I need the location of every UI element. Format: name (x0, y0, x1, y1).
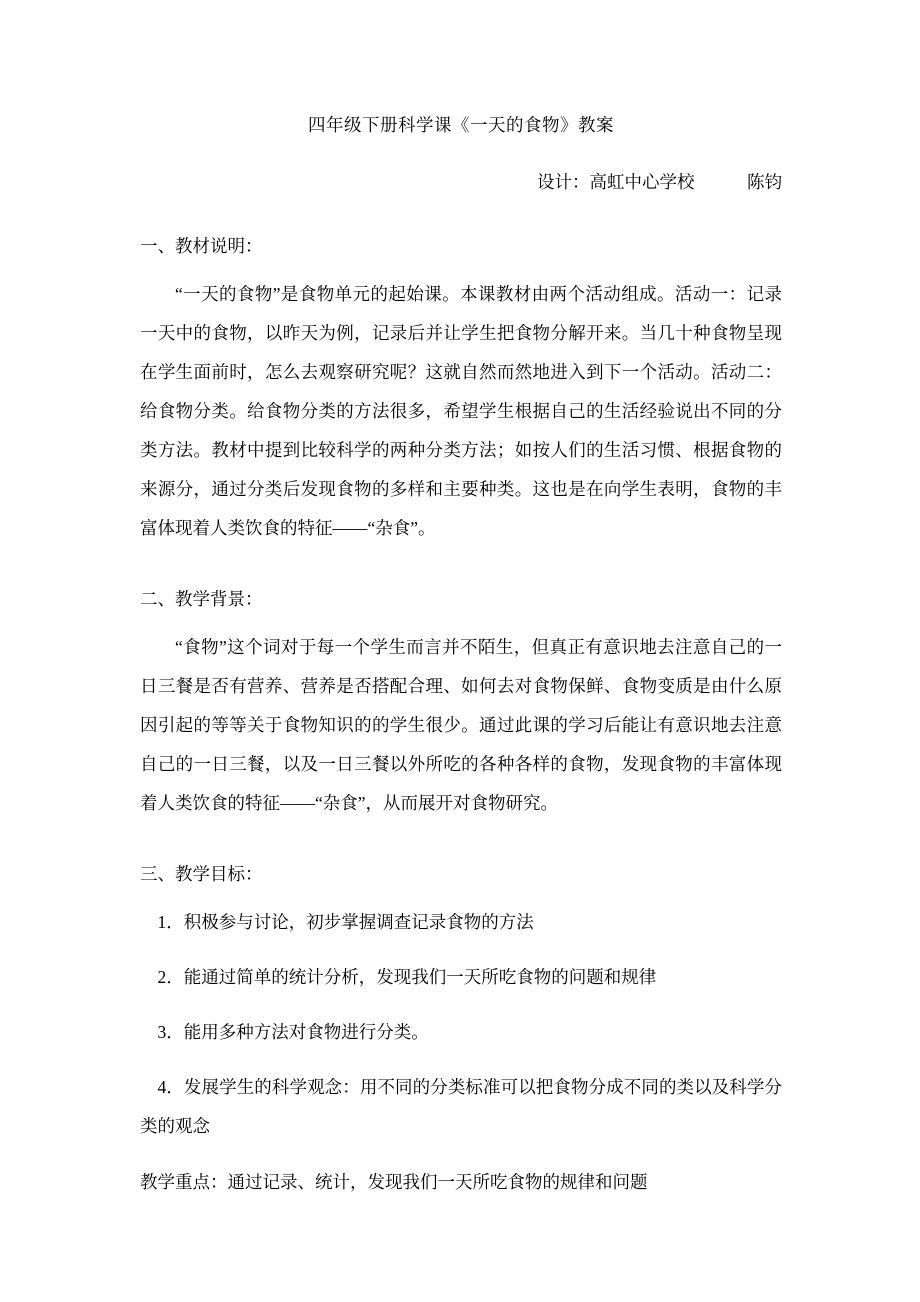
section-heading-teaching-goals: 三、教学目标： (140, 864, 263, 884)
teaching-key-point: 教学重点：通过记录、统计，发现我们一天所吃食物的规律和问题 (140, 1172, 648, 1192)
goal-item-3: 3．能用多种方法对食物进行分类。 (157, 1022, 429, 1042)
section-heading-material-notes: 一、教材说明： (140, 236, 263, 256)
document-title: 四年级下册科学课《一天的食物》教案 (308, 115, 614, 135)
paragraph-teaching-background: “食物”这个词对于每一个学生而言并不陌生，但真正有意识地去注意自己的一日三餐是否有营养、营养是否搭配合理、如何去对食物保鲜、食物变质是由什么原因引起的等等关于食物知识的的学生很少。通过此课的学习后能让有意识地去注意自己的一日三餐，以及一日三餐以外所吃的各种各样的食物，发现食物的丰富体现着人类饮食的特征——“杂食”，从而展开对食物研究。 (140, 637, 782, 813)
section-heading-teaching-background: 二、教学背景： (140, 589, 263, 609)
goal-item-1: 1．积极参与讨论，初步掌握调查记录食物的方法 (157, 912, 534, 932)
goal-item-4: 4．发展学生的科学观念：用不同的分类标准可以把食物分成不同的类以及科学分类的观念 (140, 1077, 782, 1136)
paragraph-material-notes: “一天的食物”是食物单元的起始课。本课教材由两个活动组成。活动一：记录一天中的食物，以昨天为例，记录后并让学生把食物分解开来。当几十种食物呈现在学生面前时，怎么去观察研究呢？这就自然而然地进入到下一个活动。活动二：给食物分类。给食物分类的方法很多，希望学生根据自己的生活经验说出不同的分类方法。教材中提到比较科学的两种分类方法；如按人们的生活习惯、根据食物的来源分，通过分类后发现食物的多样和主要种类。这也是在向学生表明，食物的丰富体现着人类饮食的特征——“杂食”。 (140, 284, 782, 538)
goal-item-2: 2．能通过简单的统计分析，发现我们一天所吃食物的问题和规律 (157, 967, 657, 987)
byline: 设计：高虹中心学校 陈钧 (537, 172, 782, 192)
